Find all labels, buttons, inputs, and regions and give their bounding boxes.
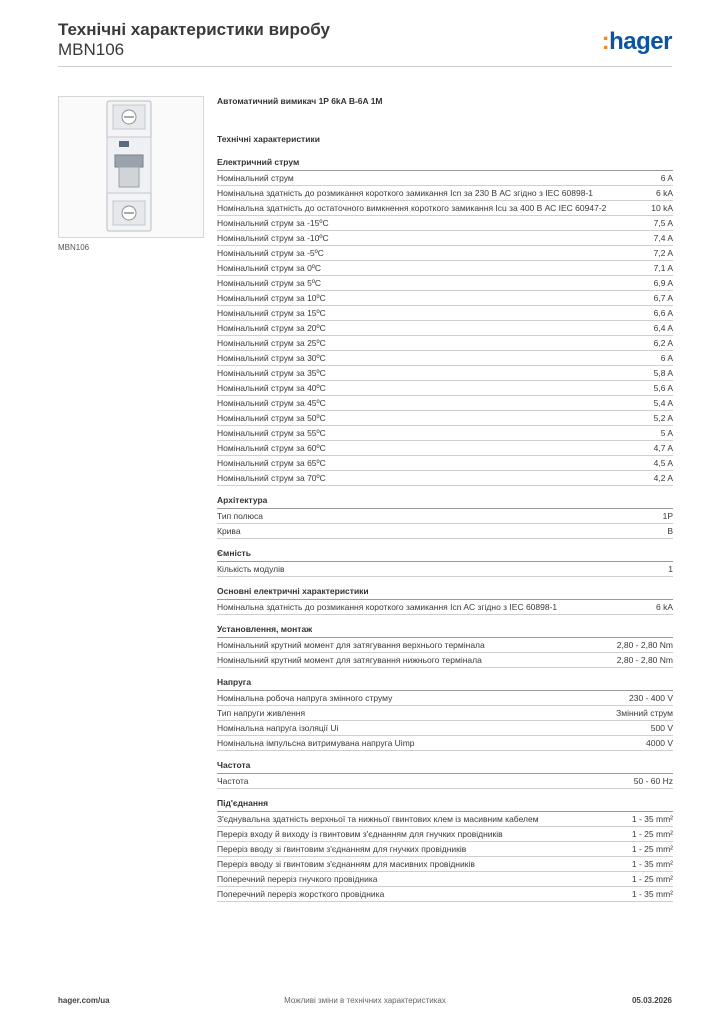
spec-label: Переріз вводу зі гвинтовим з'єднанням для гнучких провідників xyxy=(217,844,467,854)
section-title: Частота xyxy=(217,760,673,774)
product-image xyxy=(58,96,204,238)
spec-label: Номінальна здатність до розмикання короткого замикання Icn AC згідно з IEC 60898-1 xyxy=(217,602,558,612)
spec-label: Номінальний струм за 60ºC xyxy=(217,443,326,453)
spec-label: Номінальний струм за 15ºC xyxy=(217,308,326,318)
spec-row xyxy=(217,872,673,887)
spec-value: 2,80 - 2,80 Nm xyxy=(616,655,673,665)
spec-value: 6 kA xyxy=(655,188,673,198)
spec-value: 1 - 25 mm² xyxy=(631,874,673,884)
spec-section xyxy=(217,157,673,486)
spec-row xyxy=(217,171,673,186)
spec-row xyxy=(217,306,673,321)
section-title: Основні електричні характеристики xyxy=(217,586,673,600)
spec-row xyxy=(217,216,673,231)
spec-label: Номінальний струм за 10ºC xyxy=(217,293,326,303)
spec-value: 5,8 A xyxy=(653,368,673,378)
spec-row xyxy=(217,721,673,736)
spec-row xyxy=(217,321,673,336)
spec-label: З'єднувальна здатність верхньої та нижньої гвинтових клем із масивним кабелем xyxy=(217,814,539,824)
spec-row xyxy=(217,186,673,201)
section-title: Напруга xyxy=(217,677,673,691)
spec-value: 7,2 A xyxy=(653,248,673,258)
spec-row xyxy=(217,261,673,276)
spec-row xyxy=(217,246,673,261)
spec-label: Номінальний струм за 55ºC xyxy=(217,428,326,438)
spec-section xyxy=(217,677,673,751)
footer-website: hager.com/ua xyxy=(58,996,110,1005)
spec-row xyxy=(217,691,673,706)
spec-value: 1 xyxy=(668,564,673,574)
spec-label: Тип полюса xyxy=(217,511,263,521)
spec-value: 5,2 A xyxy=(653,413,673,423)
spec-label: Номінальна напруга ізоляції Ui xyxy=(217,723,339,733)
spec-label: Номінальний струм за -5ºC xyxy=(217,248,324,258)
spec-value: 4,5 A xyxy=(653,458,673,468)
spec-label: Номінальний струм за 50ºC xyxy=(217,413,326,423)
spec-row xyxy=(217,276,673,291)
spec-label: Частота xyxy=(217,776,249,786)
spec-label: Номінальний струм за 5ºC xyxy=(217,278,322,288)
spec-label: Номінальний струм за 70ºC xyxy=(217,473,326,483)
spec-value: 5 A xyxy=(660,428,673,438)
spec-section xyxy=(217,548,673,577)
spec-label: Номінальний струм за 65ºC xyxy=(217,458,326,468)
spec-label: Переріз вводу зі гвинтовим з'єднанням для масивних провідників xyxy=(217,859,475,869)
spec-label: Номінальний струм за -15ºC xyxy=(217,218,329,228)
spec-value: 5,4 A xyxy=(653,398,673,408)
spec-row xyxy=(217,336,673,351)
section-title: Під'єднання xyxy=(217,798,673,812)
hager-logo: :hager xyxy=(601,28,672,55)
spec-label: Номінальний крутний момент для затягування верхнього термінала xyxy=(217,640,485,650)
spec-value: 1 - 35 mm² xyxy=(631,814,673,824)
spec-label: Номінальний струм за 25ºC xyxy=(217,338,326,348)
spec-value: 4000 V xyxy=(646,738,673,748)
section-title: Ємність xyxy=(217,548,673,562)
spec-value: 6 A xyxy=(660,353,673,363)
spec-value: 7,1 A xyxy=(653,263,673,273)
footer-date: 05.03.2026 xyxy=(631,996,672,1005)
spec-section xyxy=(217,760,673,789)
logo-text: hager xyxy=(609,28,672,55)
section-title: Архітектура xyxy=(217,495,673,509)
spec-label: Поперечний переріз гнучкого провідника xyxy=(217,874,378,884)
spec-label: Номінальний струм за 35ºC xyxy=(217,368,326,378)
spec-row xyxy=(217,638,673,653)
footer-disclaimer: Можливі зміни в технічних характеристиках xyxy=(284,996,446,1005)
spec-label: Номінальний струм за -10ºC xyxy=(217,233,329,243)
header-divider xyxy=(58,66,672,67)
spec-label: Номінальна здатність до остаточного вимкнення короткого замикання Icu за 400 В АС IEC 60947-2 xyxy=(217,203,607,213)
spec-row xyxy=(217,201,673,216)
spec-value: 230 - 400 V xyxy=(629,693,673,703)
spec-row xyxy=(217,812,673,827)
spec-row xyxy=(217,827,673,842)
spec-value: 1 - 25 mm² xyxy=(631,844,673,854)
spec-row xyxy=(217,653,673,668)
spec-label: Номінальний струм за 20ºC xyxy=(217,323,326,333)
spec-value: 1P xyxy=(662,511,673,521)
spec-value: 500 V xyxy=(650,723,673,733)
spec-label: Номінальний струм за 45ºC xyxy=(217,398,326,408)
spec-label: Номінальна імпульсна витримувана напруга Uimp xyxy=(217,738,415,748)
spec-heading: Технічні характеристики xyxy=(217,134,320,144)
spec-value: 2,80 - 2,80 Nm xyxy=(616,640,673,650)
spec-label: Номінальна робоча напруга змінного струму xyxy=(217,693,393,703)
spec-row xyxy=(217,706,673,721)
page-title: Технічні характеристики виробу xyxy=(58,20,330,39)
spec-row xyxy=(217,381,673,396)
spec-value: 1 - 35 mm² xyxy=(631,859,673,869)
spec-value: 6,2 A xyxy=(653,338,673,348)
spec-label: Номінальний струм за 0ºC xyxy=(217,263,322,273)
spec-row xyxy=(217,351,673,366)
spec-value: 1 - 25 mm² xyxy=(631,829,673,839)
spec-row xyxy=(217,774,673,789)
spec-row xyxy=(217,600,673,615)
spec-value: 6,4 A xyxy=(653,323,673,333)
spec-row xyxy=(217,887,673,902)
spec-row xyxy=(217,366,673,381)
spec-value: 5,6 A xyxy=(653,383,673,393)
spec-label: Кількість модулів xyxy=(217,564,285,574)
spec-row xyxy=(217,396,673,411)
spec-row xyxy=(217,842,673,857)
circuit-breaker-illustration xyxy=(59,97,203,237)
product-code: MBN106 xyxy=(58,40,125,59)
spec-value: 50 - 60 Hz xyxy=(633,776,673,786)
spec-row xyxy=(217,857,673,872)
spec-label: Номінальний струм за 40ºC xyxy=(217,383,326,393)
spec-section xyxy=(217,798,673,902)
spec-section xyxy=(217,495,673,539)
spec-label: Номінальний струм xyxy=(217,173,294,183)
spec-row xyxy=(217,411,673,426)
spec-value: 1 - 35 mm² xyxy=(631,889,673,899)
image-caption: MBN106 xyxy=(58,243,90,252)
spec-section xyxy=(217,586,673,615)
spec-row xyxy=(217,441,673,456)
spec-content xyxy=(217,96,673,911)
spec-sections xyxy=(217,157,673,902)
spec-row xyxy=(217,524,673,539)
spec-row xyxy=(217,456,673,471)
spec-label: Крива xyxy=(217,526,241,536)
spec-label: Переріз входу й виходу із гвинтовим з'єднанням для гнучких провідників xyxy=(217,829,503,839)
spec-row xyxy=(217,562,673,577)
spec-row xyxy=(217,509,673,524)
spec-label: Номінальна здатність до розмикання короткого замикання Icn за 230 В АС згідно з IEC 60898-1 xyxy=(217,188,593,198)
spec-row xyxy=(217,426,673,441)
spec-value: 7,5 A xyxy=(653,218,673,228)
spec-label: Поперечний переріз жорсткого провідника xyxy=(217,889,385,899)
spec-row xyxy=(217,231,673,246)
spec-value: 10 kA xyxy=(651,203,673,213)
spec-value: 4,2 A xyxy=(653,473,673,483)
spec-value: 6,9 A xyxy=(653,278,673,288)
spec-value: 6 kA xyxy=(655,602,673,612)
spec-label: Номінальний струм за 30ºC xyxy=(217,353,326,363)
spec-section xyxy=(217,624,673,668)
spec-value: 7,4 A xyxy=(653,233,673,243)
spec-value: B xyxy=(667,526,673,536)
product-name: Автоматичний вимикач 1P 6kA B-6A 1M xyxy=(217,96,383,106)
spec-value: 4,7 A xyxy=(653,443,673,453)
spec-label: Номінальний крутний момент для затягування нижнього термінала xyxy=(217,655,482,665)
section-title: Електричний струм xyxy=(217,157,673,171)
spec-value: Змінний струм xyxy=(616,708,673,718)
spec-label: Тип напруги живлення xyxy=(217,708,306,718)
spec-value: 6,7 A xyxy=(653,293,673,303)
spec-row xyxy=(217,736,673,751)
page-header xyxy=(58,20,330,60)
spec-row xyxy=(217,471,673,486)
spec-row xyxy=(217,291,673,306)
spec-value: 6,6 A xyxy=(653,308,673,318)
spec-value: 6 A xyxy=(660,173,673,183)
section-title: Установлення, монтаж xyxy=(217,624,673,638)
